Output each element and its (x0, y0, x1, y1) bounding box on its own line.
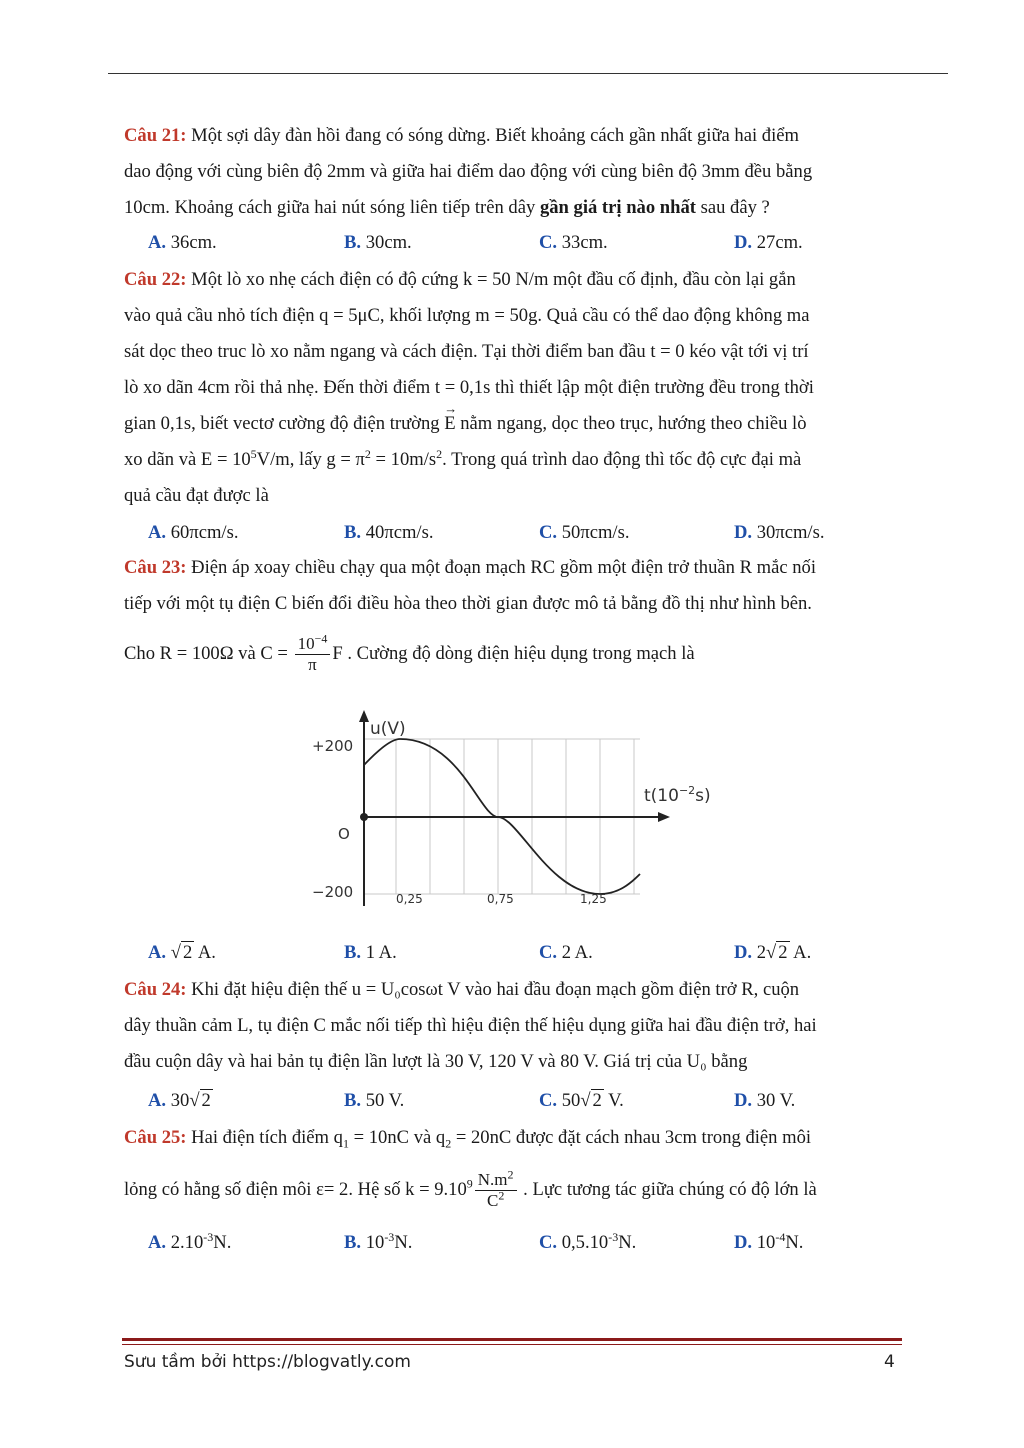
voltage-time-graph (300, 706, 730, 916)
q24-line-2: dây thuần cảm L, tụ điện C mắc nối tiếp thì hiệu điện thế hiệu dụng giữa hai đầu điện trở, hai (124, 1015, 817, 1036)
footer-rule-thin (122, 1344, 902, 1345)
q25-option-c: C. $0,5.10^{-3}N$. (539, 1229, 637, 1253)
q23-option-c: C. 2 A. (539, 942, 593, 963)
q21-line-1: Câu 21: Một sợi dây đàn hồi đang có sóng dừng. Biết khoảng cách gần nhất giữa hai điểm (124, 125, 799, 146)
q23-label: Câu 23: (124, 557, 187, 578)
q24-option-a: A. 30√ 2 (148, 1090, 211, 1111)
coulomb-constant-unit: $\frac{N.m^2}{C^2}$ (475, 1170, 517, 1211)
q21-line-2: dao động với cùng biên độ 2mm và giữa hai điểm dao động với cùng biên độ 3mm đều bằng (124, 161, 813, 182)
x-tick-1-25: 1,25 (580, 892, 607, 906)
question-25 (124, 1120, 900, 1211)
q23-line-1: Câu 23: Điện áp xoay chiều chạy qua một đoạn mạch RC gồm một điện trở thuần R mắc nối (124, 557, 816, 578)
q21-option-d: D. 27cm. (734, 232, 803, 253)
origin-label: O (338, 825, 350, 843)
q22-option-d: D. 30πcm/s. (734, 522, 825, 543)
q22-line-3: sát dọc theo truc lò xo nằm ngang và cách điện. Tại thời điểm ban đầu t = 0 kéo vật tới vị trí (124, 341, 809, 362)
origin-dot (360, 813, 368, 821)
q22-line-4: lò xo dãn 4cm rồi thả nhẹ. Đến thời điểm t = 0,1s thì thiết lập một điện trường đều trong thời (124, 377, 814, 398)
q21-line-3: 10cm. Khoảng cách giữa hai nút sóng liên tiếp trên dây gần giá trị nào nhất sau đây ? (124, 197, 770, 218)
q21-label: Câu 21: (124, 125, 187, 146)
y-axis-label: u(V) (370, 719, 406, 739)
vector-e: → E (444, 406, 455, 442)
q22-options (148, 516, 908, 550)
q24-line-1: Câu 24: Khi đặt hiệu điện thế u = U₀cosωt V vào hai đầu đoạn mạch gồm điện trở R, cuộn (124, 979, 800, 1000)
question-23 (124, 550, 900, 675)
q25-option-b: B. $10^{-3}N$. (344, 1229, 413, 1253)
capacitance-fraction: $\frac{10^{-4}}{\pi}$ (295, 634, 331, 675)
q25-option-a: A. $2.10^{-3}N$. (148, 1229, 232, 1253)
q23-option-a: A. √ 2 A. (148, 942, 216, 963)
q21-option-c: C. 33cm. (539, 232, 608, 253)
x-axis-arrow (658, 812, 670, 822)
q22-line-5: gian 0,1s, biết vectơ cường độ điện trường → E nằm ngang, dọc theo trục, hướng theo chiều lò (124, 406, 900, 442)
q22-line-1: Câu 22: Một lò xo nhẹ cách điện có độ cứng k = 50 N/m một đầu cố định, đầu còn lại gắn (124, 269, 796, 290)
q24-label: Câu 24: (124, 979, 187, 1000)
y-tick-plus-200: +200 (312, 737, 354, 755)
q22-option-c: C. 50πcm/s. (539, 522, 630, 543)
x-tick-0-75: 0,75 (487, 892, 514, 906)
q21-options (148, 226, 908, 260)
q25-label: Câu 25: (124, 1127, 187, 1148)
question-22 (124, 262, 900, 514)
x-tick-0-25: 0,25 (396, 892, 423, 906)
q22-option-b: B. 40πcm/s. (344, 522, 434, 543)
q23-line-2: tiếp với một tụ điện C biến đổi điều hòa theo thời gian được mô tả bằng đồ thị như hình bên. (124, 593, 812, 614)
page-number: 4 (884, 1352, 895, 1372)
q21-option-b: B. 30cm. (344, 232, 412, 253)
q22-line-6: xo dãn và $E = 10^5V/m$, lấy $g = \pi^2 = 10m/s^2$. Trong quá trình dao động thì tốc độ cực đại mà (124, 446, 802, 470)
q24-options (148, 1084, 908, 1118)
q25-line-2: lỏng có hằng số điện môi ε= 2. Hệ số $k = 9.10^9$ $\frac{N.m^2}{C^2}$ . Lực tương tác giữa chúng có độ lớn là (124, 1167, 817, 1210)
q22-line-7: quả cầu đạt được là (124, 485, 269, 506)
footer-source: Sưu tầm bởi https://blogvatly.com (124, 1352, 411, 1372)
question-24 (124, 972, 900, 1080)
q22-label: Câu 22: (124, 269, 187, 290)
header-rule (108, 73, 948, 74)
q25-line-1: Câu 25: Hai điện tích điểm $q_1 = 10nC$ và $q_2 = 20nC$ được đặt cách nhau 3cm trong điện môi (124, 1127, 812, 1151)
q21-option-a: A. 36cm. (148, 232, 217, 253)
question-21 (124, 118, 900, 226)
q23-option-b: B. 1 A. (344, 942, 397, 963)
q24-option-d: D. 30 V. (734, 1090, 796, 1111)
x-axis-label: $t(10^{-2}s)$ (644, 784, 711, 806)
y-axis-arrow (359, 710, 369, 722)
q23-option-d: D. 2√ 2 A. (734, 942, 812, 963)
q22-line-2: vào quả cầu nhỏ tích điện q = 5μC, khối lượng m = 50g. Quả cầu có thể dao động không ma (124, 305, 810, 326)
q22-option-a: A. 60πcm/s. (148, 522, 239, 543)
q24-line-3: đầu cuộn dây và hai bản tụ điện lần lượt là 30 V, 120 V và 80 V. Giá trị của U₀ bằng (124, 1051, 748, 1072)
y-tick-minus-200: −200 (312, 883, 354, 901)
q23-line-3: Cho R = 100Ω và C = $\frac{10^{-4}}{\pi}$ F . Cường độ dòng điện hiệu dụng trong mạch là (124, 631, 695, 674)
footer-rule (122, 1338, 902, 1341)
q24-option-b: B. 50 V. (344, 1090, 405, 1111)
q24-option-c: C. 50√ 2 V. (539, 1090, 624, 1111)
q25-options (148, 1226, 908, 1260)
q25-option-d: D. $10^{-4}N$. (734, 1229, 804, 1253)
q23-options (148, 936, 908, 970)
